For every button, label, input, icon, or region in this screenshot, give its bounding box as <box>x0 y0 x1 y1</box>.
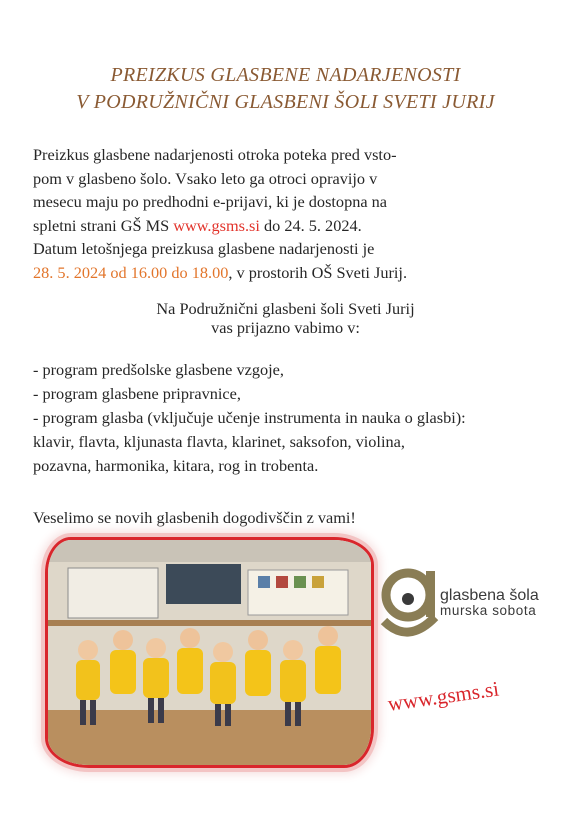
invite-line-2: vas prijazno vabimo v: <box>211 318 360 337</box>
test-date: 28. 5. 2024 od 16.00 do 18.00 <box>33 262 229 282</box>
class-photo-illustration <box>48 540 371 765</box>
intro-line: Datum letošnjega preizkusa glasbene nadarjenosti je <box>33 239 375 258</box>
intro-text: do 24. 5. 2024. <box>259 215 362 235</box>
logo-text-line-2: murska sobota <box>440 603 537 618</box>
intro-line: pom v glasbeno šolo. Vsako leto ga otroci opravijo v <box>33 168 378 188</box>
intro-text: , v prostorih OŠ Sveti Jurij. <box>228 262 408 282</box>
title-line-1: PREIZKUS GLASBENE NADARJENOSTI <box>110 64 461 86</box>
logo-text-line-1: glasbena šola <box>440 587 539 604</box>
intro-line <box>33 261 553 285</box>
website-url[interactable]: www.gsms.si <box>386 676 501 716</box>
program-item: pozavna, harmonika, kitara, rog in trobenta. <box>33 456 319 475</box>
class-photo <box>45 537 374 768</box>
closing-text: Veselimo se novih glasbenih dogodivščin z vami! <box>33 508 356 527</box>
program-item: - program glasbene pripravnice, <box>33 384 241 403</box>
invite-block <box>0 299 571 337</box>
title-line-2: V PODRUŽNIČNI GLASBENI ŠOLI SVETI JURIJ <box>76 91 495 113</box>
website-link[interactable]: www.gsms.si <box>173 215 260 235</box>
intro-text: spletni strani GŠ MS <box>33 215 174 235</box>
programs-list <box>33 358 563 478</box>
intro-line: mesecu maju po predhodni e-prijavi, ki je dostopna na <box>33 192 388 211</box>
intro-line: Preizkus glasbene nadarjenosti otroka poteka pred vsto- <box>33 145 397 164</box>
intro-paragraph <box>33 143 553 284</box>
invite-line-1: Na Podružnični glasbeni šoli Sveti Jurij <box>156 299 415 318</box>
intro-line <box>33 214 553 238</box>
program-item: - program predšolske glasbene vzgoje, <box>33 360 284 379</box>
program-item: - program glasba (vključuje učenje instrumenta in nauka o glasbi): <box>33 408 466 427</box>
program-item: klavir, flavta, kljunasta flavta, klarinet, saksofon, violina, <box>33 432 405 451</box>
